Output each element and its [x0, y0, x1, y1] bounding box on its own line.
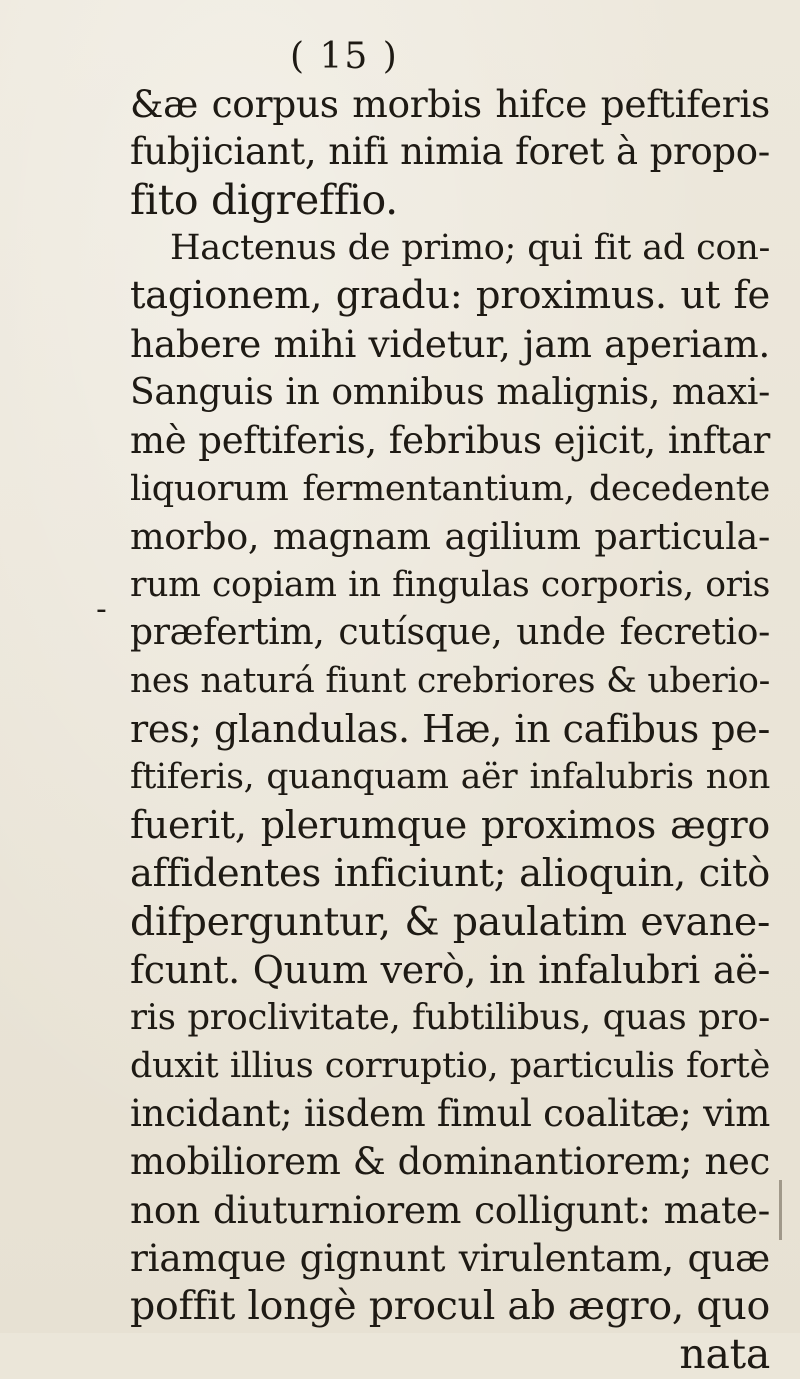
text-line-21: duxit illius corruptio, particulis fortè: [130, 1045, 770, 1086]
text-line-18: difperguntur, & paulatim evane-: [130, 898, 770, 945]
text-line-23: mobiliorem & dominantiorem; nec: [130, 1140, 770, 1184]
text-line-1: &æ corpus morbis hifce peftiferis: [130, 82, 770, 126]
text-line-12: præfertim, cutísque, unde fecretio-: [130, 612, 770, 654]
page-number: ( 15 ): [290, 36, 399, 77]
body-text: [130, 80, 770, 1379]
catchword: nata: [679, 1330, 770, 1379]
text-line-9: liquorum fermentantium, decedente: [130, 468, 770, 509]
text-line-26: poffit longè procul ab ægro, quo: [130, 1283, 770, 1330]
text-line-25: riamque gignunt virulentam, quæ: [130, 1236, 770, 1281]
page-edge-mark: [779, 1180, 782, 1240]
text-line-22: incidant; iisdem fimul coalitæ; vim: [130, 1091, 770, 1135]
text-line-2: fubjiciant, nifi nimia foret à propo-: [130, 130, 770, 174]
text-line-15: ftiferis, quanquam aër infalubris non: [130, 757, 770, 798]
text-line-8: mè peftiferis, febribus ejicit, inftar: [130, 418, 770, 462]
text-line-19: fcunt. Quum verò, in infalubri aë-: [130, 947, 770, 992]
text-line-13: nes naturá fiunt crebriores & uberio-: [130, 661, 770, 702]
text-line-24: non diuturniorem colligunt: mate-: [130, 1188, 770, 1233]
text-line-17: affidentes inficiunt; alioquin, citò: [130, 850, 770, 896]
text-line-16: fuerit, plerumque proximos ægro: [130, 803, 770, 848]
text-line-6: habere mihi videtur, jam aperiam.: [130, 322, 770, 367]
text-line-7: Sanguis in omnibus malignis, maxi-: [130, 371, 770, 413]
text-line-20: ris proclivitate, fubtilibus, quas pro-: [130, 996, 770, 1038]
text-line-10: morbo, magnam agilium particula-: [130, 514, 770, 558]
text-line-4: Hactenus de primo; qui fit ad con-: [170, 228, 770, 269]
text-line-14: res; glandulas. Hæ, in cafibus pe-: [130, 707, 770, 752]
text-line-3: fito digreffio.: [130, 176, 398, 225]
text-line-5: tagionem, gradu: proximus. ut fe: [130, 273, 770, 319]
text-line-11: rum copiam in fingulas corporis, oris: [130, 564, 770, 605]
margin-mark: -: [96, 592, 107, 627]
